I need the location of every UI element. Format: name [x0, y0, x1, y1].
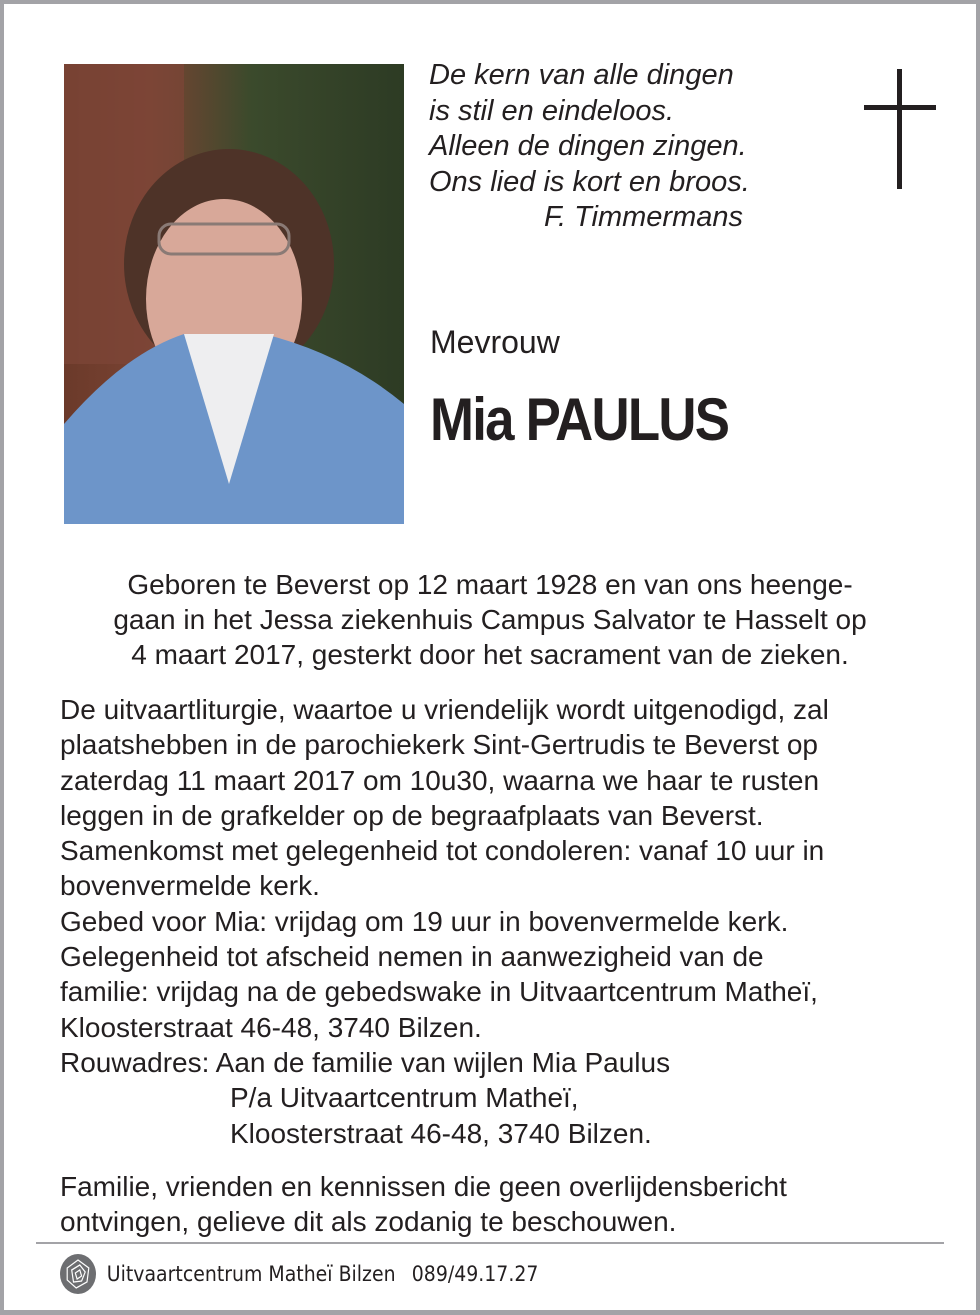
divider — [36, 1242, 944, 1244]
text-line: zaterdag 11 maart 2017 om 10u30, waarna we haar te rusten — [60, 764, 820, 796]
deceased-name: Mia PAULUS — [430, 386, 729, 453]
text-line: familie: vrijdag na de gebedswake in Uitvaartcentrum Matheï, — [60, 976, 818, 1008]
text-line: Familie, vrienden en kennissen die geen overlijdensbericht — [60, 1171, 787, 1202]
text-line: Gebed voor Mia: vrijdag om 19 uur in bovenvermelde kerk. — [60, 905, 789, 937]
text-line: Geboren te Beverst op 12 maart 1928 en van ons heenge- — [127, 569, 853, 600]
ceremony-paragraph — [60, 692, 829, 1151]
poem-line: Ons lied is kort en broos. — [429, 165, 750, 198]
poem — [429, 58, 750, 236]
death-notice — [4, 4, 976, 1310]
text-line: ontvingen, gelieve dit als zodanig te beschouwen. — [60, 1206, 677, 1237]
text-line: Gelegenheid tot afscheid nemen in aanwezigheid van de — [60, 941, 764, 973]
text-line: Kloosterstraat 46-48, 3740 Bilzen. — [60, 1011, 482, 1043]
text-line: gaan in het Jessa ziekenhuis Campus Salvator te Hasselt op — [113, 604, 867, 635]
text-line: plaatshebben in de parochiekerk Sint-Gertrudis te Beverst op — [60, 729, 818, 761]
cross-icon — [864, 69, 936, 189]
poem-line: De kern van alle dingen — [429, 59, 734, 91]
text-line: De uitvaartliturgie, waartoe u vriendelijk wordt uitgenodigd, zal — [60, 694, 829, 725]
poem-author: F. Timmermans — [544, 201, 744, 233]
company-name: Uitvaartcentrum Matheï Bilzen — [106, 1262, 396, 1286]
text-line: Samenkomst met gelegenheid tot condoleren: vanaf 10 uur in — [60, 835, 825, 867]
honorific: Mevrouw — [430, 324, 560, 360]
closing-paragraph — [60, 1169, 787, 1239]
poem-line: is stil en eindeloos. — [429, 94, 675, 127]
company-phone: 089/49.17.27 — [411, 1262, 539, 1286]
poem-line: Alleen de dingen zingen. — [429, 130, 747, 162]
text-line: bovenvermelde kerk. — [60, 870, 320, 902]
portrait-photo — [64, 64, 404, 524]
footer — [60, 1254, 538, 1294]
text-line: 4 maart 2017, gesterkt door het sacrament van de zieken. — [131, 639, 849, 670]
address-line: Kloosterstraat 46-48, 3740 Bilzen. — [230, 1117, 652, 1149]
text-line: leggen in de grafkelder op de begraafplaats van Beverst. — [60, 799, 764, 831]
text-line: Rouwadres: Aan de familie van wijlen Mia Paulus — [60, 1046, 671, 1078]
rose-logo-icon — [60, 1254, 96, 1294]
address-line: P/a Uitvaartcentrum Matheï, — [230, 1082, 579, 1114]
birth-death-paragraph — [4, 567, 976, 672]
